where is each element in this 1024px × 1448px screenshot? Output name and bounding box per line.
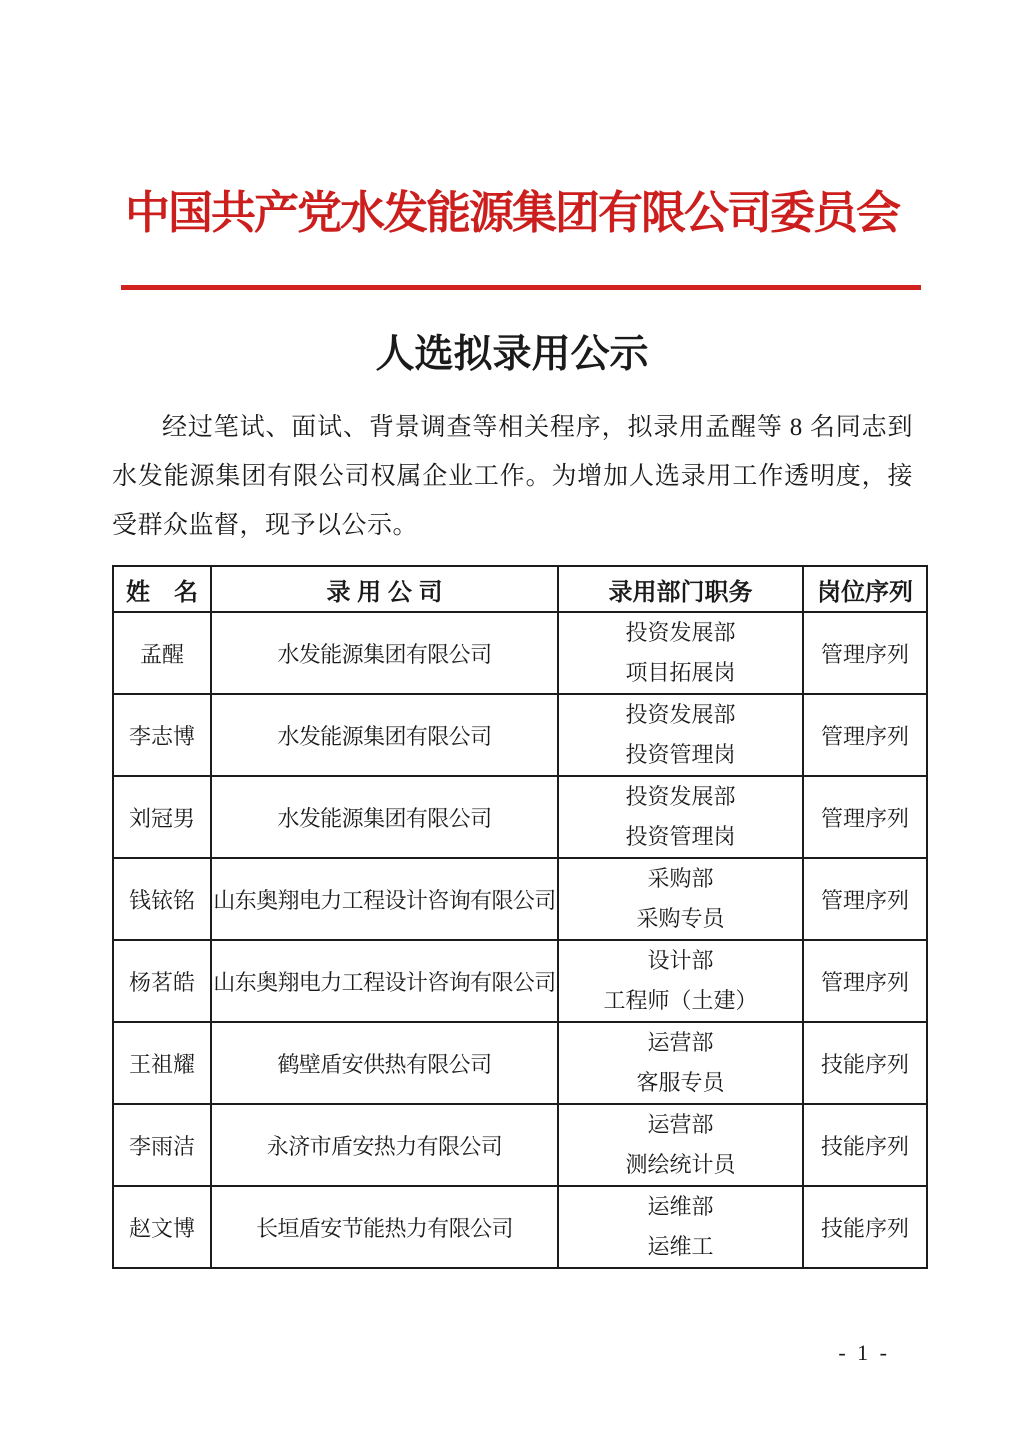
cell-candidate-name: 杨茗皓: [113, 940, 211, 1022]
table-row: [113, 940, 927, 1022]
table-row: [113, 612, 927, 694]
position-text: 客服专员: [636, 1070, 725, 1095]
department-text: 投资发展部: [625, 784, 736, 809]
position-text: 测绘统计员: [625, 1152, 736, 1177]
cell-candidate-name: 王祖耀: [113, 1022, 211, 1104]
page-number: - 1 -: [838, 1340, 890, 1365]
department-text: 投资发展部: [625, 620, 736, 645]
cell-hiring-company: 鹤壁盾安供热有限公司: [211, 1022, 558, 1104]
cell-hiring-company: 水发能源集团有限公司: [211, 612, 558, 694]
cell-department-position: [558, 1022, 803, 1104]
column-header-sequence: 岗位序列: [803, 566, 927, 612]
body-paragraph: 经过笔试、面试、背景调查等相关程序，拟录用孟醒等 8 名同志到水发能源集团有限公司权属企业工作。为增加人选录用工作透明度，接受群众监督，现予以公示。: [112, 414, 913, 539]
cell-post-sequence: 管理序列: [803, 694, 927, 776]
cell-department-position: [558, 940, 803, 1022]
cell-department-position: [558, 694, 803, 776]
letterhead-title: 中国共产党水发能源集团有限公司委员会: [124, 188, 899, 238]
position-text: 运维工: [647, 1234, 714, 1259]
cell-candidate-name: 李志博: [113, 694, 211, 776]
cell-candidate-name: 钱铱铭: [113, 858, 211, 940]
table-body: [113, 612, 927, 1268]
cell-hiring-company: 水发能源集团有限公司: [211, 776, 558, 858]
position-text: 投资管理岗: [625, 742, 736, 767]
table-row: [113, 776, 927, 858]
cell-hiring-company: 山东奥翔电力工程设计咨询有限公司: [211, 858, 558, 940]
cell-post-sequence: 管理序列: [803, 612, 927, 694]
table-row: [113, 1186, 927, 1268]
cell-hiring-company: 长垣盾安节能热力有限公司: [211, 1186, 558, 1268]
cell-post-sequence: 管理序列: [803, 940, 927, 1022]
department-text: 采购部: [647, 866, 714, 891]
cell-post-sequence: 管理序列: [803, 776, 927, 858]
position-text: 投资管理岗: [625, 824, 736, 849]
cell-post-sequence: 技能序列: [803, 1104, 927, 1186]
hiring-roster-table: [112, 565, 928, 1269]
cell-post-sequence: 技能序列: [803, 1186, 927, 1268]
cell-department-position: [558, 776, 803, 858]
table-row: [113, 1104, 927, 1186]
cell-candidate-name: 刘冠男: [113, 776, 211, 858]
table-row: [113, 1022, 927, 1104]
column-header-department: 录用部门职务: [558, 566, 803, 612]
department-text: 运维部: [647, 1194, 714, 1219]
table-header-row: [113, 566, 927, 612]
cell-candidate-name: 孟醒: [113, 612, 211, 694]
table-row: [113, 694, 927, 776]
cell-post-sequence: 技能序列: [803, 1022, 927, 1104]
column-header-name: 姓 名: [113, 566, 211, 612]
cell-post-sequence: 管理序列: [803, 858, 927, 940]
cell-department-position: [558, 612, 803, 694]
document-title: 人选拟录用公示: [375, 333, 649, 376]
cell-hiring-company: 水发能源集团有限公司: [211, 694, 558, 776]
cell-candidate-name: 赵文博: [113, 1186, 211, 1268]
department-text: 设计部: [647, 948, 714, 973]
position-text: 采购专员: [636, 906, 725, 931]
cell-department-position: [558, 858, 803, 940]
cell-department-position: [558, 1186, 803, 1268]
position-text: 工程师（土建）: [603, 988, 758, 1013]
cell-candidate-name: 李雨洁: [113, 1104, 211, 1186]
position-text: 项目拓展岗: [625, 660, 736, 685]
department-text: 投资发展部: [625, 702, 736, 727]
cell-department-position: [558, 1104, 803, 1186]
cell-hiring-company: 永济市盾安热力有限公司: [211, 1104, 558, 1186]
department-text: 运营部: [647, 1112, 714, 1137]
table-row: [113, 858, 927, 940]
cell-hiring-company: 山东奥翔电力工程设计咨询有限公司: [211, 940, 558, 1022]
department-text: 运营部: [647, 1030, 714, 1055]
letterhead-divider-line: [121, 285, 921, 290]
column-header-company: 录 用 公 司: [211, 566, 558, 612]
